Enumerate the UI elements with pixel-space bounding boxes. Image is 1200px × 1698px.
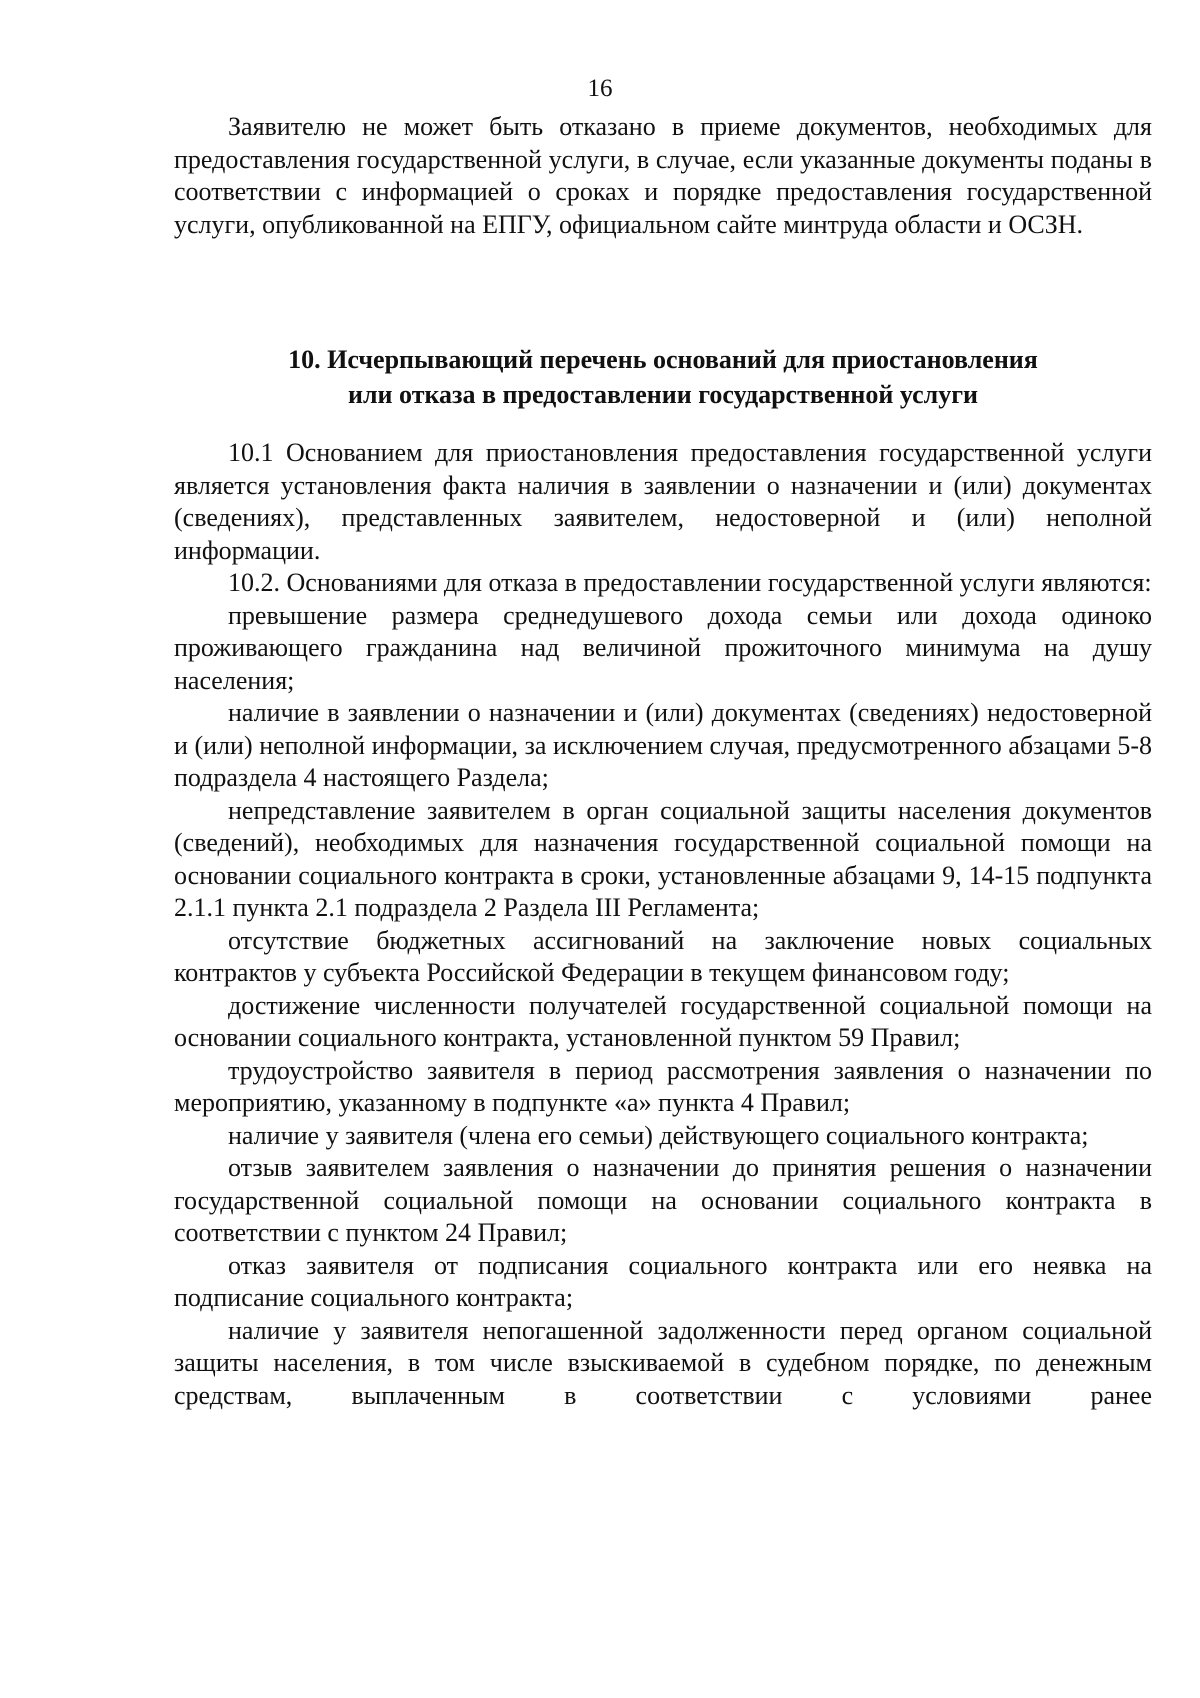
section-body — [174, 437, 1152, 1412]
intro-paragraph: Заявителю не может быть отказано в приеме документов, необходимых для предоставления государственной услуги, в случае, если указанные документы поданы в соответствии с информацией о сроках и порядке предоставления государственной услуги, опубликованной на ЕПГУ, официальном сайте минтруда области и ОСЗН. — [174, 112, 1152, 239]
paragraph-10-2: 10.2. Основаниями для отказа в предоставлении государственной услуги являются: — [228, 568, 1152, 597]
list-item: трудоустройство заявителя в период рассмотрения заявления о назначении по мероприятию, указанному в подпункте «а» пункта 4 Правил; — [174, 1055, 1152, 1117]
section-heading — [174, 342, 1152, 412]
list-item: отказ заявителя от подписания социального контракта или его неявка на подписание социального контракта; — [174, 1250, 1152, 1312]
paragraph-10-1: 10.1 Основанием для приостановления предоставления государственной услуги является установления факта наличия в заявлении о назначении и (или) документах (сведениях), представленных заявителем, недостоверной и (или) неполной информации. — [174, 438, 1152, 565]
list-item: отсутствие бюджетных ассигнований на заключение новых социальных контрактов у субъекта Российской Федерации в текущем финансовом году; — [174, 925, 1152, 987]
list-item: непредставление заявителем в орган социальной защиты населения документов (сведений), необходимых для назначения государственной социальной помощи на основании социального контракта в сроки, установленные абзацами 9, 14-15 подпункта 2.1.1 пункта 2.1 подраздела 2 Раздела III Регламента; — [174, 795, 1152, 922]
intro-block — [174, 111, 1152, 241]
list-item: наличие в заявлении о назначении и (или) документах (сведениях) недостоверной и (или) неполной информации, за исключением случая, предусмотренного абзацами 5-8 подраздела 4 настоящего Раздела; — [174, 698, 1152, 792]
list-item: достижение численности получателей государственной социальной помощи на основании социального контракта, установленной пунктом 59 Правил; — [174, 990, 1152, 1052]
section-heading-line-1: 10. Исчерпывающий перечень оснований для приостановления — [288, 345, 1038, 374]
list-item: отзыв заявителем заявления о назначении до принятия решения о назначении государственной социальной помощи на основании социального контракта в соответствии с пунктом 24 Правил; — [174, 1153, 1152, 1247]
list-item: наличие у заявителя (члена его семьи) действующего социального контракта; — [228, 1120, 1089, 1150]
section-heading-line-2: или отказа в предоставлении государственной услуги — [347, 380, 979, 409]
list-item: превышение размера среднедушевого дохода семьи или дохода одиноко проживающего гражданина над величиной прожиточного минимума на душу населения; — [174, 600, 1152, 695]
page-number: 16 — [587, 75, 613, 102]
list-item: наличие у заявителя непогашенной задолженности перед органом социальной защиты населения, в том числе взыскиваемой в судебном порядке, по денежным средствам, выплаченным в соответствии с условиями ранее — [174, 1315, 1152, 1410]
